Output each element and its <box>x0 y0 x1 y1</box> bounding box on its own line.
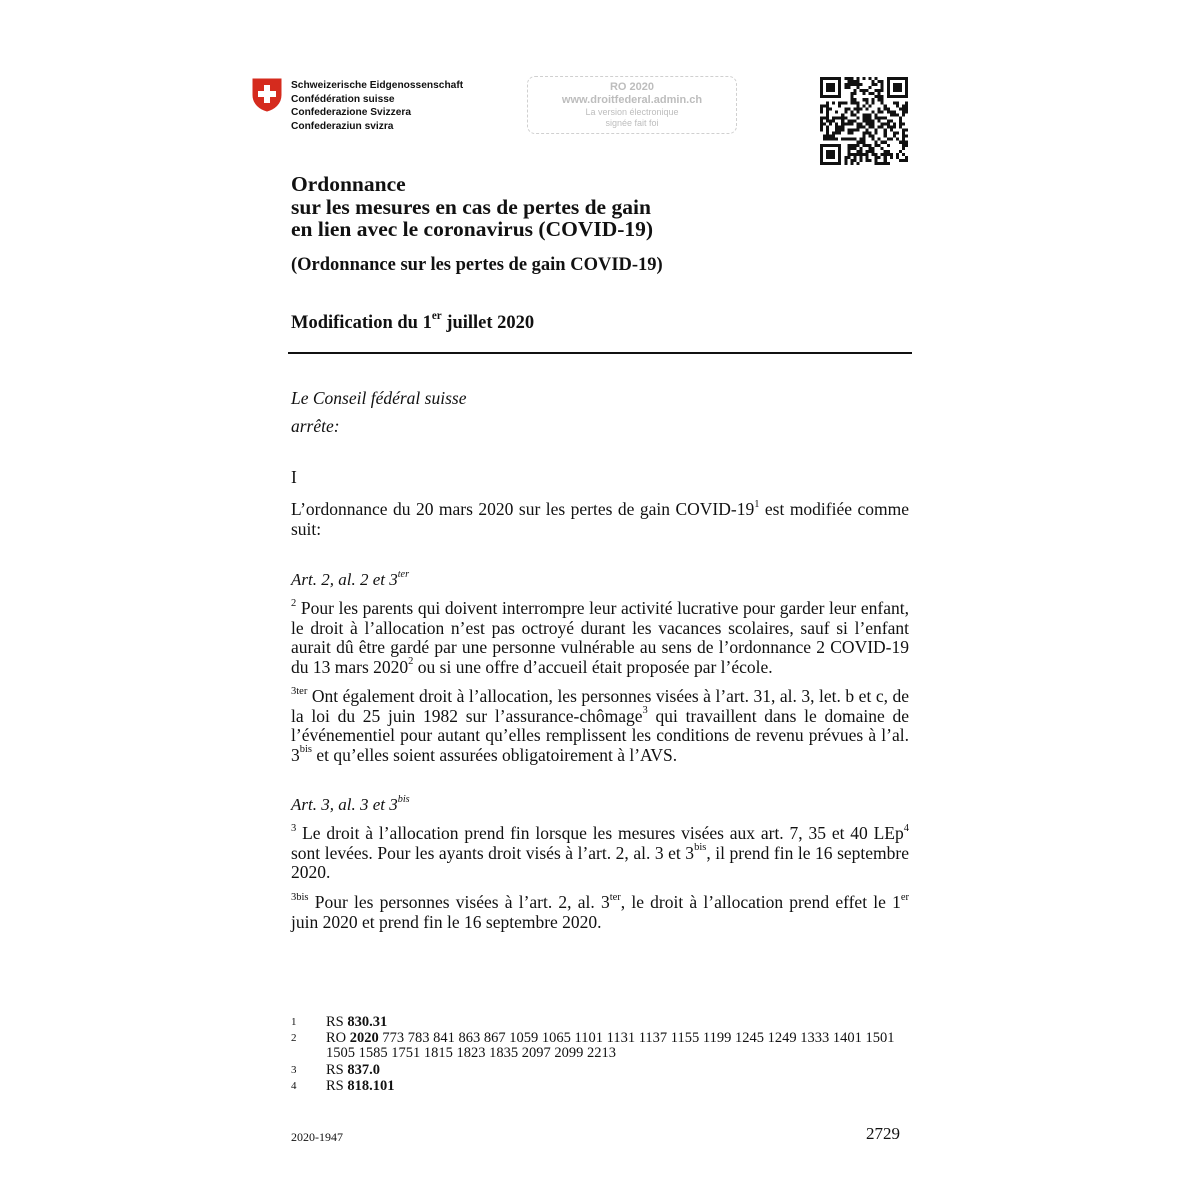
para-sup-2: er <box>900 891 909 903</box>
footnote-text <box>326 1063 906 1078</box>
article-2-para-2 <box>291 599 909 677</box>
footnote-prefix: RO <box>326 1030 350 1046</box>
footnote-ref-4: 4 <box>903 822 909 834</box>
footnote-number: 2 <box>291 1032 297 1044</box>
article-2-heading-sup: ter <box>397 568 410 580</box>
preamble-authority: Le Conseil fédéral suisse <box>291 388 467 408</box>
intro-text-end: est modifiée comme suit: <box>291 499 909 539</box>
para-text: Ont également droit à l’allocation, les personnes visées à l’art. 31, al. 3, let. b et c, de la loi du 25 juin 1982 sur l’assurance-chômage <box>291 686 909 726</box>
stamp-note-2: signée fait foi <box>605 118 659 128</box>
confederation-name-de: Schweizerische Eidgenossenschaft <box>291 80 464 91</box>
footnote-prefix: RS <box>326 1078 348 1094</box>
swiss-coat-of-arms-logo <box>252 78 282 112</box>
title-line-1: Ordonnance <box>291 172 406 196</box>
footnote-ref-3: 3 <box>642 705 648 717</box>
para-text: Pour les personnes visées à l’art. 2, al. 3 <box>308 892 610 912</box>
document-number: 2020-1947 <box>291 1130 343 1144</box>
footnote-ref-bold: 830.31 <box>347 1014 388 1030</box>
title-divider <box>288 352 912 354</box>
para-text-mid: sont levées. Pour les ayants droit visés à l’art. 2, al. 3 et 3 <box>291 842 695 863</box>
footnote-ref-1: 1 <box>754 498 760 510</box>
article-3-heading-sup: bis <box>397 793 410 805</box>
para-number: 2 <box>291 597 297 609</box>
para-number: 3 <box>291 822 297 834</box>
footnote-text <box>326 1031 906 1061</box>
para-text-mid: , le droit à l’allocation prend effet le 1 <box>620 892 901 912</box>
modification-prefix: Modification du 1 <box>291 313 432 333</box>
page-number: 2729 <box>866 1124 900 1143</box>
title-line-2: sur les mesures en cas de pertes de gain <box>291 194 651 219</box>
footnote-ref-2: 2 <box>408 656 414 668</box>
stamp-url: www.droitfederal.admin.ch <box>561 94 703 106</box>
modification-suffix: juillet 2020 <box>441 313 535 333</box>
title-line-3: en lien avec le coronavirus (COVID-19) <box>291 217 654 241</box>
modification-date <box>291 312 534 334</box>
footnote-text <box>326 1079 906 1094</box>
footnote-rest: 773 783 841 863 867 1059 1065 1101 1131 1137 1155 1199 1245 1249 1333 1401 1501 1505 1585 1751 1815 1823 1835 2097 2099 2213 <box>326 1030 895 1061</box>
stamp-note-1: La version électronique <box>585 107 679 117</box>
para-number: 3bis <box>291 891 309 903</box>
confederation-name-fr: Confédération suisse <box>291 93 395 105</box>
intro-text: L’ordonnance du 20 mars 2020 sur les pertes de gain COVID-19 <box>291 499 755 519</box>
para-sup: ter <box>609 891 621 903</box>
confederation-names <box>291 79 463 133</box>
para-text-end: et qu’elles soient assurées obligatoirement à l’AVS. <box>312 744 678 765</box>
para-text: Pour les parents qui doivent interrompre leur activité lucrative pour garder leur enfant, le droit à l’allocation n’est pas octroyé durant les vacances scolaires, sauf si l’enfant aurait dû être gardé par une personne vulnérable au sens de l’ordonnance 2 COVID-19 du 13 mars 2020 <box>291 598 909 677</box>
para-text-end: , il prend fin le 16 septembre 2020. <box>291 842 909 882</box>
footnote-number: 4 <box>291 1080 297 1092</box>
section-roman-numeral: I <box>291 467 297 487</box>
modification-sup: er <box>431 310 442 323</box>
footnote-text <box>326 1015 906 1030</box>
stamp-ro: RO 2020 <box>609 81 655 93</box>
footnote-ref-bold: 2020 <box>349 1030 379 1046</box>
footnote-ref-bold: 818.101 <box>347 1078 395 1094</box>
footnote-prefix: RS <box>326 1062 348 1078</box>
article-2-para-3ter <box>291 687 909 765</box>
article-2-heading-text: Art. 2, al. 2 et 3 <box>291 570 398 589</box>
footnote-prefix: RS <box>326 1014 348 1030</box>
para-text-end: ou si une offre d’accueil était proposée par l’école. <box>413 656 773 677</box>
intro-paragraph <box>291 500 909 539</box>
confederation-name-it: Confederazione Svizzera <box>291 107 412 118</box>
para-text: Le droit à l’allocation prend fin lorsque les mesures visées aux art. 7, 35 et 40 LEp <box>296 823 904 843</box>
para-number: 3ter <box>291 685 308 697</box>
footnote-ref-bold: 837.0 <box>347 1062 380 1078</box>
page-title <box>291 173 653 241</box>
confederation-name-rm: Confederaziun svizra <box>291 120 394 132</box>
para-sup: bis <box>299 744 313 756</box>
short-title: (Ordonnance sur les pertes de gain COVID-19) <box>291 255 663 275</box>
footnote-number: 3 <box>291 1064 297 1076</box>
electronic-signature-stamp <box>527 76 737 134</box>
article-3-para-3 <box>291 824 909 883</box>
qr-code-icon <box>820 77 908 165</box>
article-3-para-3bis <box>291 893 909 932</box>
para-text-end: juin 2020 et prend fin le 16 septembre 2020. <box>291 911 602 932</box>
footnote-number: 1 <box>291 1016 297 1028</box>
article-3-heading <box>291 795 410 815</box>
para-text-mid: qui travaillent dans le domaine de l’événementiel pour autant qu’elles remplissent les conditions de revenu prévues à l’al. 3 <box>291 705 909 765</box>
article-3-heading-text: Art. 3, al. 3 et 3 <box>291 795 398 814</box>
preamble <box>291 384 466 440</box>
article-2-heading <box>291 570 409 590</box>
para-sup: bis <box>694 842 707 854</box>
preamble-decrees: arrête: <box>291 416 340 436</box>
